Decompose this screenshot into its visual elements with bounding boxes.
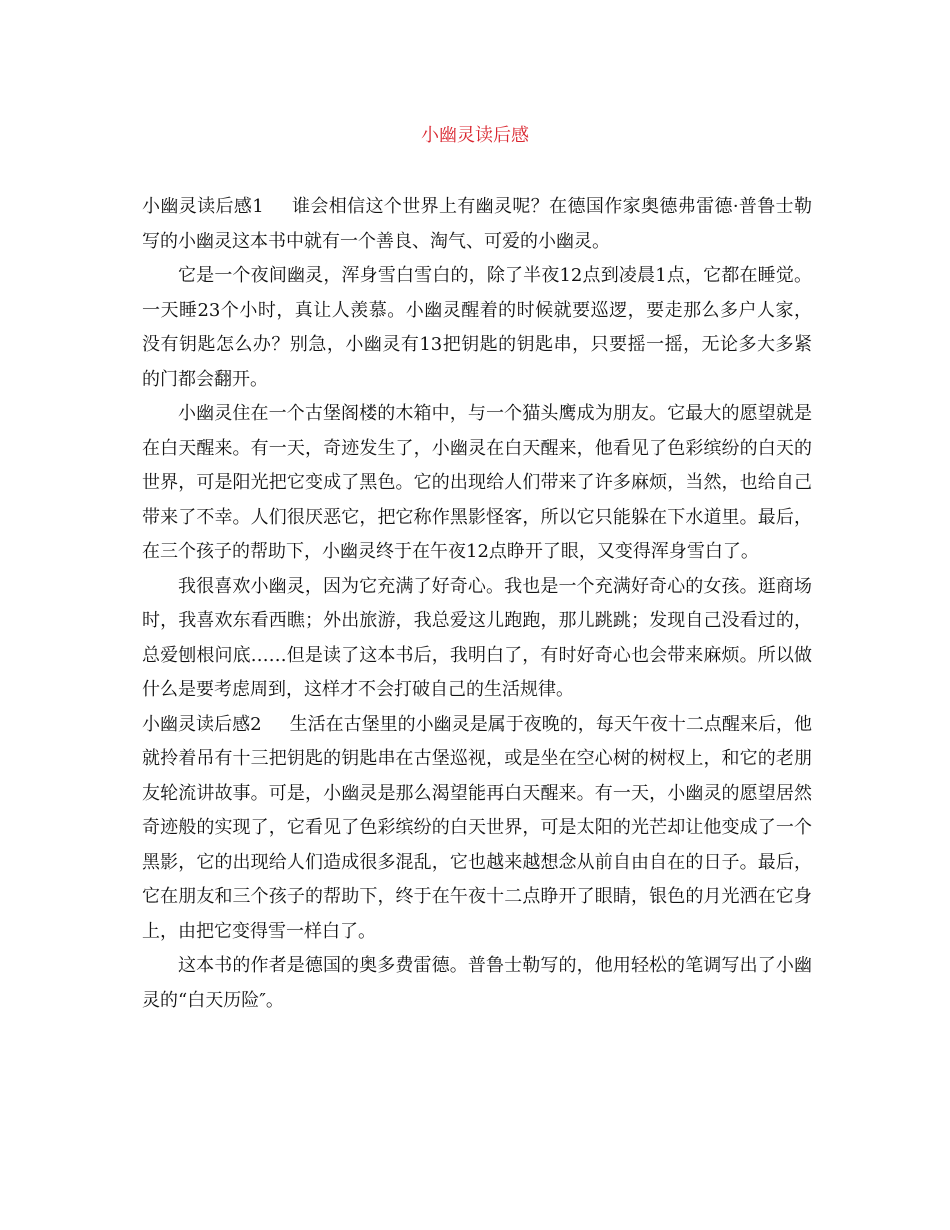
section1-intro-paragraph	[142, 190, 812, 259]
section2-intro-paragraph	[142, 708, 812, 950]
section2-paragraph-1: 这本书的作者是德国的奥多费雷德。普鲁士勒写的，他用轻松的笔调写出了小幽灵的“白天历险″。	[142, 955, 812, 1011]
section1-paragraph-1: 它是一个夜间幽灵，浑身雪白雪白的，除了半夜12点到凌晨1点，它都在睡觉。一天睡23个小时，真让人羡慕。小幽灵醒着的时候就要巡逻，要走那么多户人家，没有钥匙怎么办？别急，小幽灵有13把钥匙的钥匙串，只要摇一摇，无论多大多紧的门都会翻开。	[142, 265, 812, 390]
section2-heading: 小幽灵读后感2	[142, 713, 262, 735]
section1-paragraph-3: 我很喜欢小幽灵，因为它充满了好奇心。我也是一个充满好奇心的女孩。逛商场时，我喜欢东看西瞧；外出旅游，我总爱这儿跑跑，那儿跳跳；发现自己没看过的，总爱刨根问底……但是读了这本书后，我明白了，有时好奇心也会带来麻烦。所以做什么是要考虑周到，这样才不会打破自己的生活规律。	[142, 575, 812, 700]
document-title: 小幽灵读后感	[421, 125, 529, 146]
section2-intro-text: 生活在古堡里的小幽灵是属于夜晚的，每天午夜十二点醒来后，他就拎着吊有十三把钥匙的钥匙串在古堡巡视，或是坐在空心树的树杈上，和它的老朋友轮流讲故事。可是，小幽灵是那么渴望能再白天醒来。有一天，小幽灵的愿望居然奇迹般的实现了，它看见了色彩缤纷的白天世界，可是太阳的光芒却让他变成了一个黑影，它的出现给人们造成很多混乱，它也越来越想念从前自由自在的日子。最后，它在朋友和三个孩子的帮助下，终于在午夜十二点睁开了眼睛，银色的月光洒在它身上，由把它变得雪一样白了。	[142, 713, 812, 942]
document-body	[142, 190, 812, 1018]
section1-paragraph-2: 小幽灵住在一个古堡阁楼的木箱中，与一个猫头鹰成为朋友。它最大的愿望就是在白天醒来。有一天，奇迹发生了，小幽灵在白天醒来，他看见了色彩缤纷的白天的世界，可是阳光把它变成了黑色。它的出现给人们带来了许多麻烦，当然，也给自己带来了不幸。人们很厌恶它，把它称作黑影怪客，所以它只能躲在下水道里。最后，在三个孩子的帮助下，小幽灵终于在午夜12点睁开了眼，又变得浑身雪白了。	[142, 403, 812, 562]
section1-heading: 小幽灵读后感1	[142, 196, 264, 217]
section1-intro-text: 谁会相信这个世界上有幽灵呢？在德国作家奥德弗雷德·普鲁士勒写的小幽灵这本书中就有一个善良、淘气、可爱的小幽灵。	[142, 196, 813, 252]
